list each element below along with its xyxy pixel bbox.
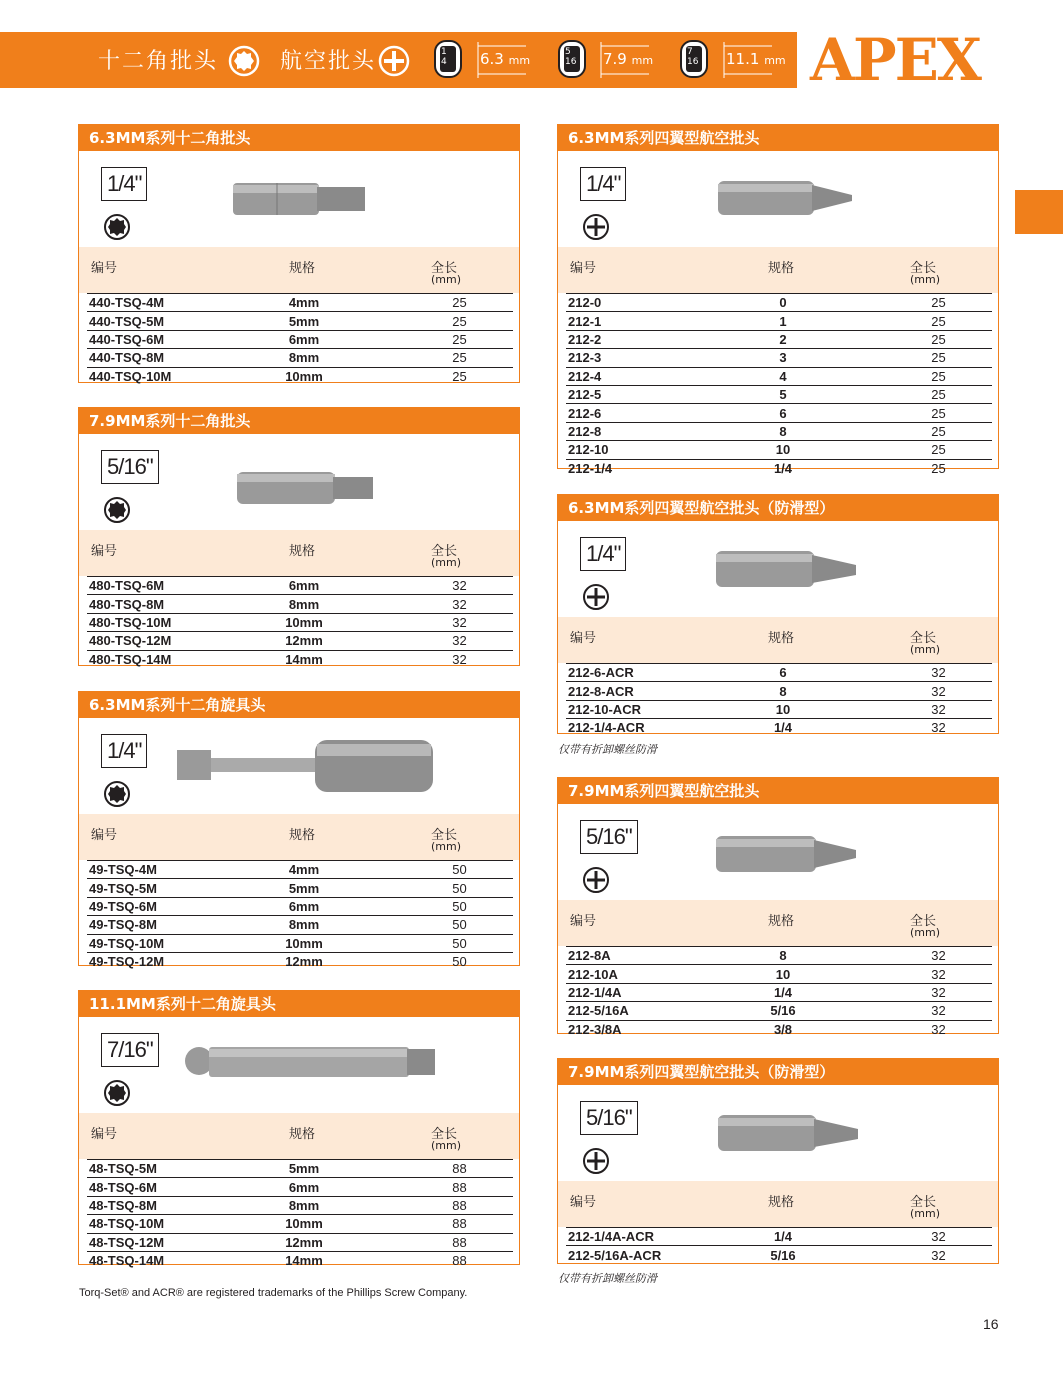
- cell-code: 480-TSQ-12M: [87, 632, 254, 650]
- cell-spec: 10: [733, 965, 833, 983]
- cell-spec: 4mm: [254, 294, 354, 312]
- col-length: 全长: [910, 1195, 937, 1210]
- panel-title: 6.3MM系列十二角批头: [79, 125, 519, 151]
- cell-code: 480-TSQ-8M: [87, 595, 254, 613]
- col-code: 编号: [570, 1195, 597, 1210]
- cell-code: 48-TSQ-12M: [87, 1233, 254, 1251]
- cell-code: 212-5/16A-ACR: [566, 1246, 733, 1264]
- cell-code: 480-TSQ-14M: [87, 650, 254, 668]
- col-length-unit: (mm): [910, 926, 941, 939]
- cell-length: 32: [354, 650, 513, 668]
- twelve-point-icon: [103, 213, 131, 241]
- cell-spec: 10mm: [254, 934, 354, 952]
- spec-table: [87, 860, 513, 970]
- table-row: [87, 1178, 513, 1196]
- cell-length: 50: [354, 861, 513, 879]
- cell-spec: 1/4: [733, 1228, 833, 1246]
- table-row: [87, 861, 513, 879]
- size-badge-7-16: 7 16: [680, 40, 708, 78]
- cell-code: 49-TSQ-12M: [87, 952, 254, 970]
- cell-spec: 8mm: [254, 916, 354, 934]
- cell-length: 32: [833, 1228, 992, 1246]
- twelve-point-icon: [103, 496, 131, 524]
- table-row: [87, 595, 513, 613]
- cell-code: 48-TSQ-10M: [87, 1215, 254, 1233]
- bit-image: [185, 1039, 437, 1087]
- table-row: [566, 719, 992, 737]
- table-row: [566, 1246, 992, 1264]
- cell-length: 25: [354, 367, 513, 385]
- cell-code: 49-TSQ-10M: [87, 934, 254, 952]
- table-row: [87, 934, 513, 952]
- spec-table: [566, 1227, 992, 1264]
- cell-length: 50: [354, 934, 513, 952]
- cell-spec: 0: [733, 294, 833, 312]
- cell-code: 48-TSQ-5M: [87, 1160, 254, 1178]
- cell-spec: 6mm: [254, 897, 354, 915]
- apex-logo: APEX: [810, 26, 980, 94]
- cell-code: 440-TSQ-6M: [87, 330, 254, 348]
- cell-spec: 6: [733, 404, 833, 422]
- cell-spec: 8mm: [254, 349, 354, 367]
- cell-code: 48-TSQ-14M: [87, 1251, 254, 1269]
- panel-title: 6.3MM系列四翼型航空批头: [558, 125, 998, 151]
- cell-spec: 2: [733, 330, 833, 348]
- col-length: 全长: [431, 828, 458, 843]
- size-label: 7/16": [101, 1033, 159, 1067]
- col-spec: 规格: [768, 631, 795, 646]
- table-row: [87, 312, 513, 330]
- cell-code: 49-TSQ-4M: [87, 861, 254, 879]
- cell-length: 25: [833, 422, 992, 440]
- table-row: [566, 367, 992, 385]
- table-row: [87, 330, 513, 348]
- cell-spec: 1: [733, 312, 833, 330]
- table-row: [566, 441, 992, 459]
- cell-spec: 12mm: [254, 632, 354, 650]
- cell-code: 49-TSQ-5M: [87, 879, 254, 897]
- table-row: [87, 916, 513, 934]
- size-label: 5/16": [580, 820, 638, 854]
- cell-length: 25: [833, 385, 992, 403]
- spec-table: [566, 293, 992, 477]
- spec-table: [566, 663, 992, 737]
- cell-spec: 1/4: [733, 719, 833, 737]
- cell-code: 212-3: [566, 349, 733, 367]
- cross-icon: [582, 583, 610, 611]
- cell-length: 32: [354, 595, 513, 613]
- cell-spec: 8: [733, 682, 833, 700]
- table-row: [566, 983, 992, 1001]
- col-length: 全长: [910, 914, 937, 929]
- col-code: 编号: [570, 914, 597, 929]
- cell-length: 32: [833, 1020, 992, 1038]
- col-spec: 规格: [768, 914, 795, 929]
- cell-code: 212-0: [566, 294, 733, 312]
- cell-spec: 12mm: [254, 1233, 354, 1251]
- cell-length: 25: [833, 404, 992, 422]
- panel-212-a-acr: [557, 1058, 999, 1264]
- bit-image: [716, 547, 860, 591]
- cell-spec: 3: [733, 349, 833, 367]
- cell-length: 50: [354, 916, 513, 934]
- spec-table: [566, 946, 992, 1038]
- table-row: [87, 349, 513, 367]
- col-length: 全长: [910, 261, 937, 276]
- col-code: 编号: [91, 1127, 118, 1142]
- col-spec: 规格: [289, 1127, 316, 1142]
- table-row: [566, 1228, 992, 1246]
- cell-length: 32: [833, 682, 992, 700]
- cell-code: 212-4: [566, 367, 733, 385]
- col-length: 全长: [431, 544, 458, 559]
- cell-length: 32: [354, 632, 513, 650]
- cell-code: 212-8-ACR: [566, 682, 733, 700]
- cell-spec: 1/4: [733, 983, 833, 1001]
- cell-spec: 5mm: [254, 879, 354, 897]
- cell-length: 88: [354, 1251, 513, 1269]
- panel-title: 6.3MM系列十二角旋具头: [79, 692, 519, 718]
- cell-spec: 10mm: [254, 1215, 354, 1233]
- col-code: 编号: [91, 828, 118, 843]
- cell-length: 25: [833, 294, 992, 312]
- cell-length: 50: [354, 897, 513, 915]
- table-row: [87, 632, 513, 650]
- table-row: [87, 1196, 513, 1214]
- side-tab: [1015, 190, 1063, 234]
- cell-code: 212-10: [566, 441, 733, 459]
- cell-code: 212-10A: [566, 965, 733, 983]
- cross-icon: [582, 213, 610, 241]
- size-label: 1/4": [580, 537, 626, 571]
- bit-image: [718, 1111, 862, 1155]
- table-row: [87, 897, 513, 915]
- spec-table: [87, 1159, 513, 1269]
- cell-code: 48-TSQ-6M: [87, 1178, 254, 1196]
- col-length-unit: (mm): [431, 1139, 462, 1152]
- cell-length: 32: [833, 983, 992, 1001]
- cell-code: 48-TSQ-8M: [87, 1196, 254, 1214]
- cell-spec: 6: [733, 664, 833, 682]
- cell-length: 25: [833, 349, 992, 367]
- cell-spec: 8mm: [254, 595, 354, 613]
- cell-spec: 8: [733, 947, 833, 965]
- cell-length: 88: [354, 1215, 513, 1233]
- cell-length: 25: [833, 441, 992, 459]
- cell-spec: 10mm: [254, 367, 354, 385]
- table-row: [87, 1233, 513, 1251]
- table-row: [566, 312, 992, 330]
- col-spec: 规格: [768, 1195, 795, 1210]
- cell-code: 212-1/4A: [566, 983, 733, 1001]
- cell-length: 50: [354, 879, 513, 897]
- cell-spec: 1/4: [733, 459, 833, 477]
- cell-spec: 5/16: [733, 1002, 833, 1020]
- col-length: 全长: [431, 1127, 458, 1142]
- cell-length: 32: [833, 947, 992, 965]
- cell-code: 212-5: [566, 385, 733, 403]
- cell-length: 50: [354, 952, 513, 970]
- cell-code: 480-TSQ-10M: [87, 613, 254, 631]
- cell-code: 212-1: [566, 312, 733, 330]
- col-length-unit: (mm): [910, 643, 941, 656]
- cell-length: 25: [354, 312, 513, 330]
- size-label: 1/4": [101, 734, 147, 768]
- cell-spec: 5/16: [733, 1246, 833, 1264]
- cell-spec: 3/8: [733, 1020, 833, 1038]
- cell-spec: 10mm: [254, 613, 354, 631]
- bit-image: [237, 468, 377, 508]
- cell-code: 212-10-ACR: [566, 700, 733, 718]
- cell-code: 49-TSQ-6M: [87, 897, 254, 915]
- cell-spec: 4: [733, 367, 833, 385]
- col-length: 全长: [910, 631, 937, 646]
- table-row: [566, 422, 992, 440]
- spec-table: [87, 293, 513, 385]
- cross-icon: [378, 45, 410, 77]
- col-length-unit: (mm): [431, 556, 462, 569]
- cell-spec: 5mm: [254, 1160, 354, 1178]
- cell-length: 32: [833, 1246, 992, 1264]
- panel-480-tsq: [78, 407, 520, 666]
- panel-212-acr: [557, 494, 999, 734]
- cell-code: 212-8A: [566, 947, 733, 965]
- col-length-unit: (mm): [910, 1207, 941, 1220]
- cross-icon: [582, 1147, 610, 1175]
- cell-code: 212-2: [566, 330, 733, 348]
- cell-code: 212-3/8A: [566, 1020, 733, 1038]
- col-spec: 规格: [768, 261, 795, 276]
- col-length-unit: (mm): [431, 840, 462, 853]
- cell-length: 32: [354, 577, 513, 595]
- col-length: 全长: [431, 261, 458, 276]
- twelve-point-icon: [103, 1079, 131, 1107]
- table-row: [566, 349, 992, 367]
- table-row: [87, 1160, 513, 1178]
- col-code: 编号: [570, 631, 597, 646]
- bit-image: [233, 179, 367, 219]
- cell-code: 212-1/4: [566, 459, 733, 477]
- table-row: [87, 1215, 513, 1233]
- cell-length: 32: [354, 613, 513, 631]
- twelve-point-icon: [228, 45, 260, 77]
- panel-title: 7.9MM系列十二角批头: [79, 408, 519, 434]
- bit-image: [718, 177, 858, 219]
- cell-code: 212-6: [566, 404, 733, 422]
- cross-icon: [582, 866, 610, 894]
- cell-length: 25: [354, 349, 513, 367]
- cell-length: 25: [354, 330, 513, 348]
- table-row: [566, 385, 992, 403]
- cell-code: 212-6-ACR: [566, 664, 733, 682]
- trademark-footer: Torq-Set® and ACR® are registered trademarks of the Phillips Screw Company.: [79, 1287, 468, 1299]
- col-spec: 规格: [289, 828, 316, 843]
- cell-spec: 6mm: [254, 330, 354, 348]
- cell-spec: 4mm: [254, 861, 354, 879]
- table-row: [566, 700, 992, 718]
- cell-length: 88: [354, 1233, 513, 1251]
- cell-spec: 5: [733, 385, 833, 403]
- panel-title: 7.9MM系列四翼型航空批头（防滑型）: [558, 1059, 998, 1085]
- cell-spec: 5mm: [254, 312, 354, 330]
- cell-length: 32: [833, 664, 992, 682]
- cell-spec: 12mm: [254, 952, 354, 970]
- bit-holder-image: [177, 734, 437, 796]
- size-mm-6-3: 6.3 mm: [480, 50, 531, 68]
- table-row: [87, 294, 513, 312]
- cell-length: 88: [354, 1196, 513, 1214]
- panel-title: 6.3MM系列四翼型航空批头（防滑型）: [558, 495, 998, 521]
- panel-212: [557, 124, 999, 476]
- cell-length: 32: [833, 700, 992, 718]
- acr-note: 仅带有折卸螺丝防滑: [558, 1272, 657, 1285]
- cell-length: 25: [354, 294, 513, 312]
- cell-code: 49-TSQ-8M: [87, 916, 254, 934]
- size-label: 1/4": [580, 167, 626, 201]
- cell-spec: 10: [733, 441, 833, 459]
- header-title-aero: 航空批头: [280, 49, 377, 74]
- cell-spec: 6mm: [254, 577, 354, 595]
- cell-length: 32: [833, 965, 992, 983]
- size-badge-1-4: 1 4: [434, 40, 462, 78]
- cell-length: 25: [833, 367, 992, 385]
- cell-length: 88: [354, 1160, 513, 1178]
- bit-image: [716, 832, 860, 876]
- size-label: 5/16": [580, 1101, 638, 1135]
- cell-spec: 8: [733, 422, 833, 440]
- table-row: [566, 459, 992, 477]
- table-row: [87, 879, 513, 897]
- table-row: [87, 1251, 513, 1269]
- table-row: [87, 613, 513, 631]
- acr-note: 仅带有折卸螺丝防滑: [558, 743, 657, 756]
- table-row: [566, 947, 992, 965]
- col-length-unit: (mm): [431, 273, 462, 286]
- col-spec: 规格: [289, 544, 316, 559]
- cell-length: 32: [833, 719, 992, 737]
- cell-length: 25: [833, 312, 992, 330]
- cell-code: 440-TSQ-8M: [87, 349, 254, 367]
- table-row: [87, 577, 513, 595]
- cell-length: 25: [833, 459, 992, 477]
- spec-table: [87, 576, 513, 668]
- cell-code: 440-TSQ-10M: [87, 367, 254, 385]
- cell-spec: 6mm: [254, 1178, 354, 1196]
- table-row: [566, 1020, 992, 1038]
- cell-spec: 14mm: [254, 650, 354, 668]
- table-row: [87, 367, 513, 385]
- col-code: 编号: [91, 544, 118, 559]
- page-number: 16: [983, 1316, 999, 1332]
- cell-code: 440-TSQ-5M: [87, 312, 254, 330]
- col-code: 编号: [91, 261, 118, 276]
- table-row: [566, 1002, 992, 1020]
- size-label: 5/16": [101, 450, 159, 484]
- cell-code: 212-8: [566, 422, 733, 440]
- panel-212-a: [557, 777, 999, 1037]
- cell-length: 25: [833, 330, 992, 348]
- panel-49-tsq: [78, 691, 520, 970]
- header-title-12pt: 十二角批头: [98, 49, 219, 74]
- cell-length: 32: [833, 1002, 992, 1020]
- panel-440-tsq: [78, 124, 520, 383]
- cell-code: 212-1/4A-ACR: [566, 1228, 733, 1246]
- cell-spec: 10: [733, 700, 833, 718]
- panel-48-tsq: [78, 990, 520, 1269]
- table-row: [566, 664, 992, 682]
- size-mm-11-1: 11.1 mm: [726, 50, 786, 68]
- col-code: 编号: [570, 261, 597, 276]
- size-badge-5-16: 5 16: [558, 40, 586, 78]
- table-row: [566, 682, 992, 700]
- panel-title: 11.1MM系列十二角旋具头: [79, 991, 519, 1017]
- size-label: 1/4": [101, 167, 147, 201]
- table-row: [87, 952, 513, 970]
- size-mm-7-9: 7.9 mm: [603, 50, 654, 68]
- cell-spec: 14mm: [254, 1251, 354, 1269]
- cell-code: 440-TSQ-4M: [87, 294, 254, 312]
- col-spec: 规格: [289, 261, 316, 276]
- col-length-unit: (mm): [910, 273, 941, 286]
- panel-title: 7.9MM系列四翼型航空批头: [558, 778, 998, 804]
- cell-code: 212-5/16A: [566, 1002, 733, 1020]
- cell-code: 480-TSQ-6M: [87, 577, 254, 595]
- twelve-point-icon: [103, 780, 131, 808]
- cell-length: 88: [354, 1178, 513, 1196]
- table-row: [566, 965, 992, 983]
- table-row: [87, 650, 513, 668]
- table-row: [566, 330, 992, 348]
- table-row: [566, 404, 992, 422]
- cell-code: 212-1/4-ACR: [566, 719, 733, 737]
- table-row: [566, 294, 992, 312]
- cell-spec: 8mm: [254, 1196, 354, 1214]
